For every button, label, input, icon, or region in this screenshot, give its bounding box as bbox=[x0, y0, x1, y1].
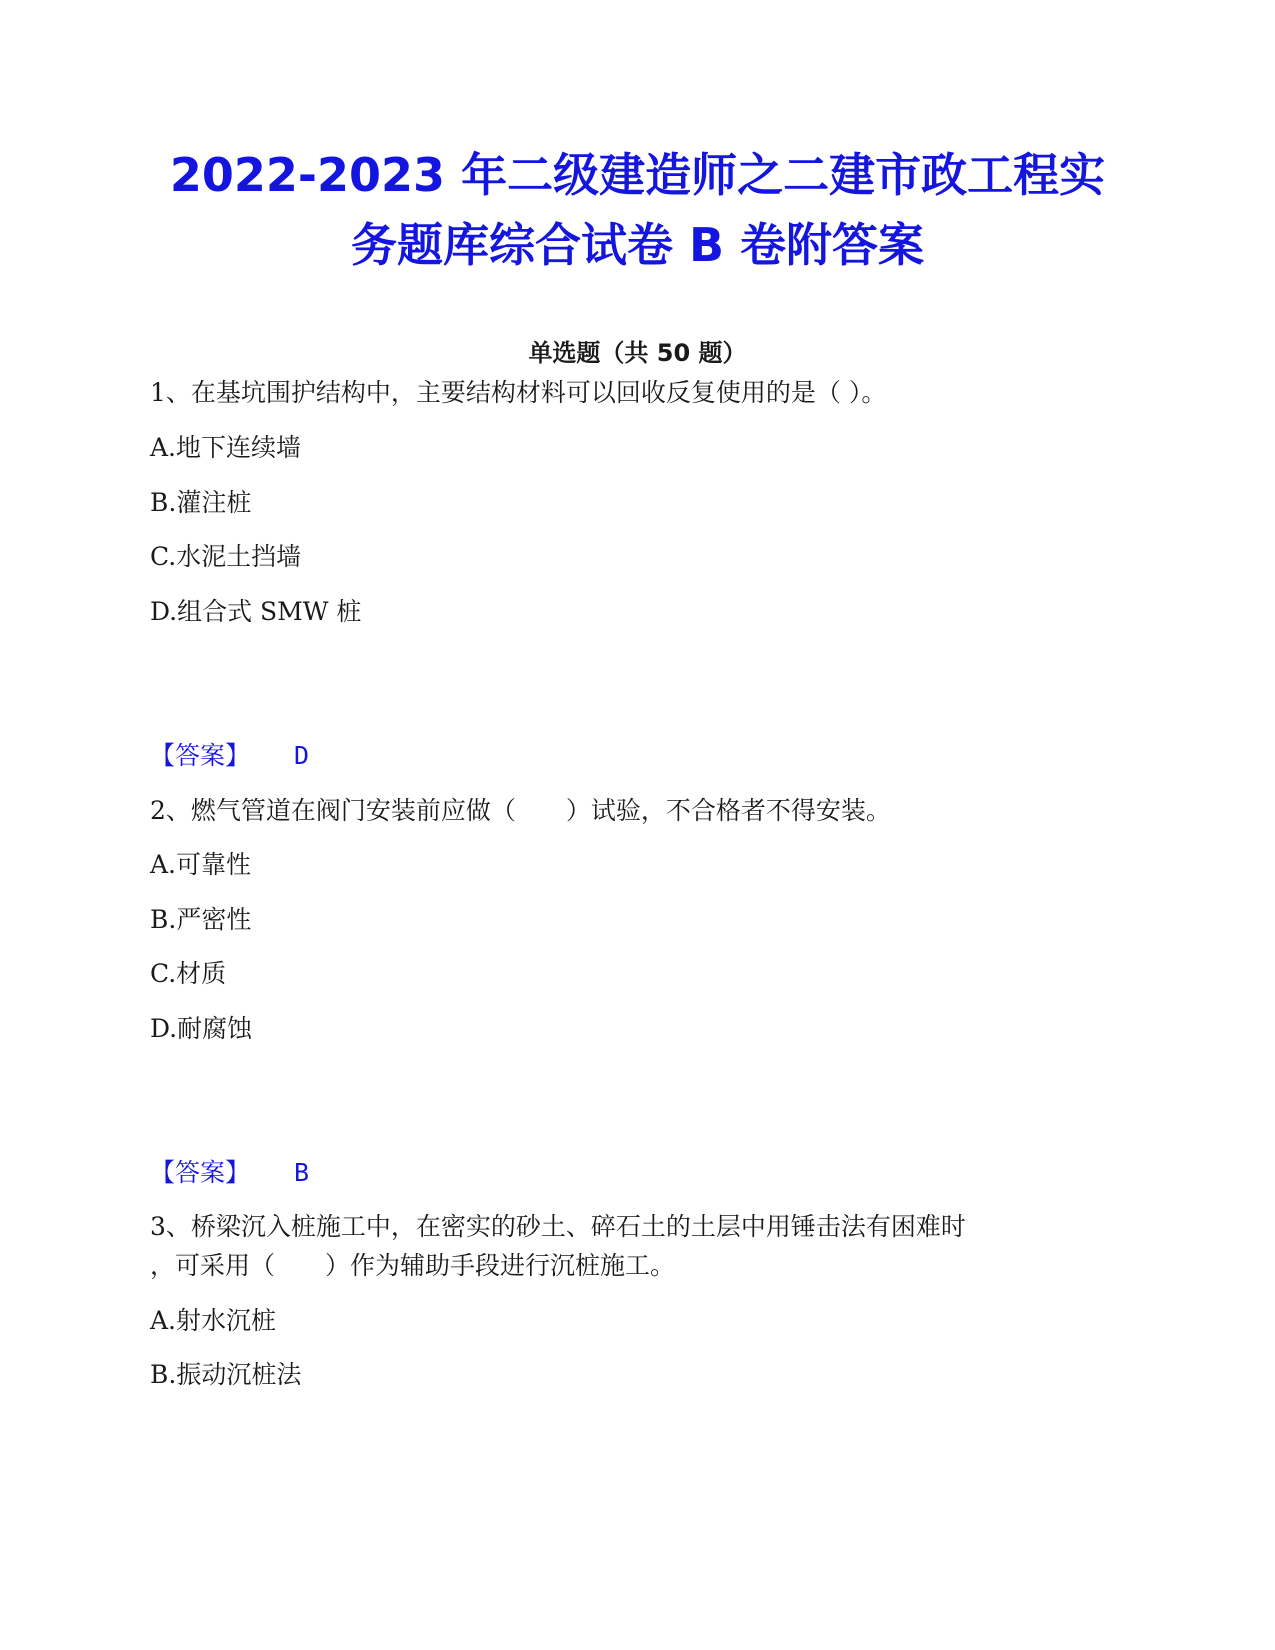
question-1-option-a: A.地下连续墙 bbox=[150, 433, 302, 462]
question-2-option-b: B.严密性 bbox=[150, 905, 252, 934]
answer-value: D bbox=[294, 741, 310, 770]
question-2-option-d: D.耐腐蚀 bbox=[150, 1014, 253, 1043]
question-2-stem: 2、燃气管道在阀门安装前应做（ ）试验，不合格者不得安装。 bbox=[150, 796, 891, 825]
question-2-answer bbox=[150, 1156, 309, 1190]
question-1-option-d: D.组合式 SMW 桩 bbox=[150, 597, 362, 626]
question-2-option-a: A.可靠性 bbox=[150, 850, 252, 879]
answer-label: 【答案】 bbox=[150, 741, 251, 770]
answer-label: 【答案】 bbox=[150, 1158, 251, 1187]
question-3-stem-line-1: 3、桥梁沉入桩施工中，在密实的砂土、碎石土的土层中用锤击法有困难时 bbox=[150, 1212, 966, 1241]
title-line-1: 2022-2023 年二级建造师之二建市政工程实 bbox=[169, 148, 1106, 202]
question-1-answer bbox=[150, 739, 309, 773]
question-1-option-c: C.水泥土挡墙 bbox=[150, 542, 302, 571]
section-heading: 单选题（共 50 题） bbox=[528, 339, 747, 367]
title-line-2: 务题库综合试卷 B 卷附答案 bbox=[350, 218, 925, 272]
question-3-option-a: A.射水沉桩 bbox=[150, 1306, 277, 1335]
question-2-option-c: C.材质 bbox=[150, 959, 227, 988]
document-title bbox=[100, 140, 1175, 280]
question-3-option-b: B.振动沉桩法 bbox=[150, 1360, 302, 1389]
question-3-stem-line-2: ，可采用（ ）作为辅助手段进行沉桩施工。 bbox=[150, 1251, 676, 1280]
answer-value: B bbox=[294, 1158, 310, 1187]
question-1-stem: 1、在基坑围护结构中，主要结构材料可以回收反复使用的是（ ）。 bbox=[150, 378, 887, 407]
question-1-option-b: B.灌注桩 bbox=[150, 488, 252, 517]
